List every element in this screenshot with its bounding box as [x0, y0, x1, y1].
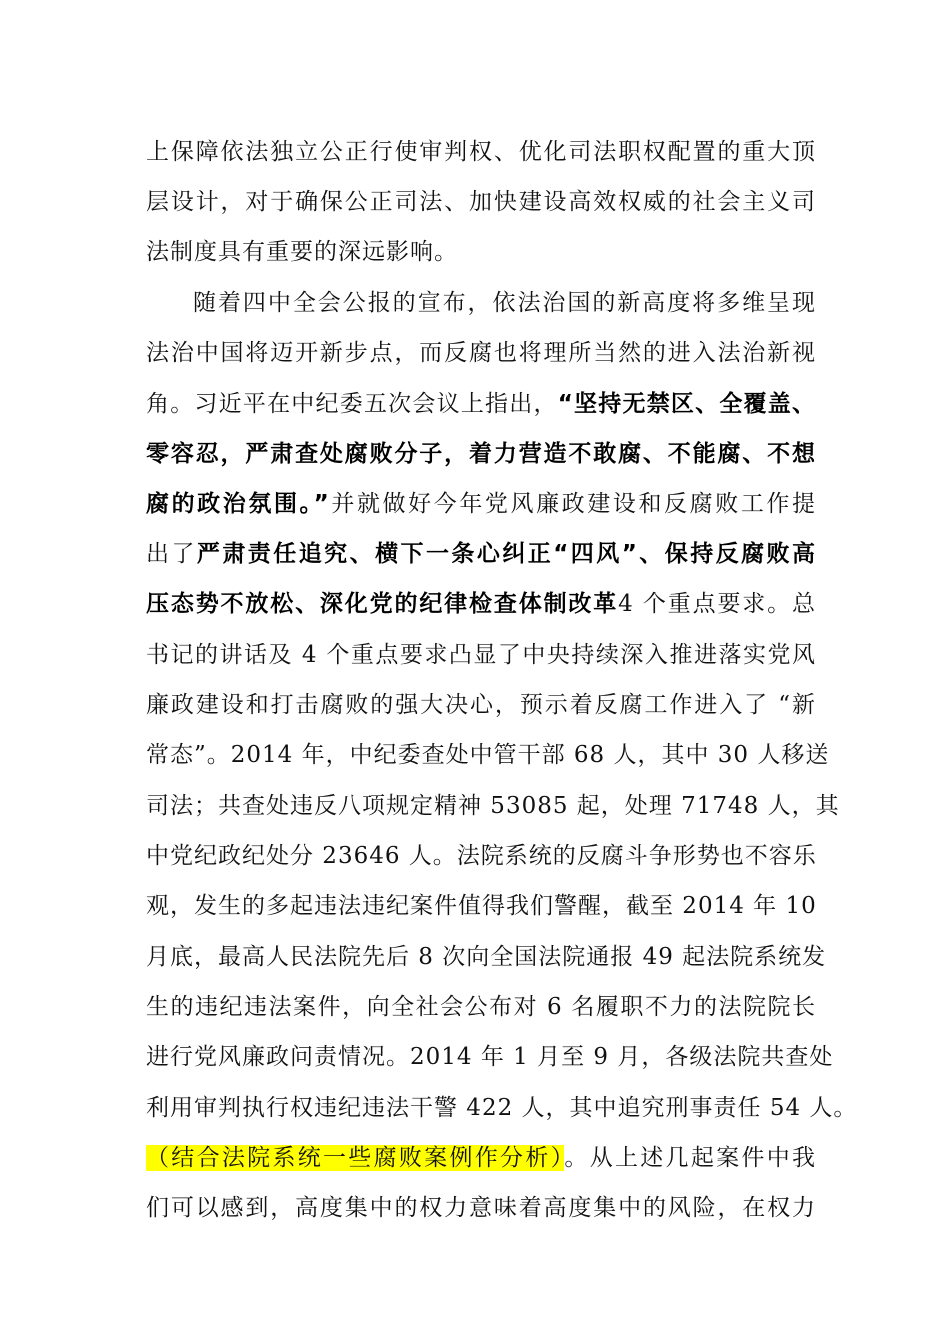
text-segment: 出了 [146, 541, 197, 567]
text-segment: 月底，最高人民法院先后 8 次向全国法院通报 49 起法院系统发 [146, 944, 827, 970]
text-line [146, 333, 816, 373]
text-line [146, 836, 816, 876]
text-segment: 中党纪政纪处分 23646 人。法院系统的反腐斗争形势也不容乐 [146, 843, 817, 869]
text-line [146, 1138, 816, 1178]
text-segment: 进行党风廉政问责情况。2014 年 1 月至 9 月，各级法院共查处 [146, 1044, 834, 1070]
bold-requirements: 严肃责任追究、横下一条心纠正“四风”、保持反腐败高 [196, 541, 816, 567]
text-segment: 法制度具有重要的深远影响。 [146, 239, 458, 265]
text-segment: 们可以感到，高度集中的权力意味着高度集中的风险，在权力 [146, 1195, 816, 1221]
text-line [146, 635, 816, 675]
text-line [146, 1188, 816, 1228]
text-line [146, 735, 830, 775]
text-line [146, 584, 816, 624]
text-segment: 司法；共查处违反八项规定精神 53085 起，处理 71748 人，其 [146, 793, 840, 819]
text-line [146, 1088, 858, 1128]
text-segment: 廉政建设和打击腐败的强大决心，预示着反腐工作进入了 “新 [146, 692, 816, 718]
text-line [146, 786, 840, 826]
text-segment: 书记的讲话及 4 个重点要求凸显了中央持续深入推进落实党风 [146, 642, 816, 668]
text-segment: 生的违纪违法案件，向全社会公布对 6 名履职不力的法院院长 [146, 994, 816, 1020]
text-line [146, 937, 827, 977]
text-line [146, 182, 816, 222]
paragraph-first-line [193, 283, 816, 323]
text-segment: 4 个重点要求。总 [618, 591, 817, 617]
text-line [146, 232, 458, 272]
text-line [146, 384, 816, 424]
text-line [146, 1037, 834, 1077]
text-segment: 并就做好今年党风廉政建设和反腐败工作提 [329, 491, 817, 517]
text-segment: 利用审判执行权违纪违法干警 422 人，其中追究刑事责任 54 人。 [146, 1095, 858, 1121]
bold-quote: 零容忍，严肃查处腐败分子，着力营造不敢腐、不能腐、不想 [146, 441, 816, 467]
text-segment: 法治中国将迈开新步点，而反腐也将理所当然的进入法治新视 [146, 340, 816, 366]
text-segment: 角。习近平在中纪委五次会议上指出， [146, 391, 558, 417]
text-line [146, 987, 816, 1027]
text-segment: 层设计，对于确保公正司法、加快建设高效权威的社会主义司 [146, 189, 816, 215]
bold-quote: “坚持无禁区、全覆盖、 [557, 391, 816, 417]
text-line [146, 434, 816, 474]
bold-requirements: 压态势不放松、深化党的纪律检查体制改革 [146, 591, 619, 617]
text-line [146, 534, 816, 574]
bold-quote: 腐的政治氛围。” [146, 491, 330, 517]
text-line [146, 484, 816, 524]
text-line [146, 685, 816, 725]
text-segment: 随着四中全会公报的宣布，依法治国的新高度将多维呈现 [193, 290, 816, 316]
text-segment: 常态”。2014 年，中纪委查处中管干部 68 人，其中 30 人移送 [146, 742, 830, 768]
highlighted-note: （结合法院系统一些腐败案例作分析） [146, 1145, 565, 1171]
text-segment: 上保障依法独立公正行使审判权、优化司法职权配置的重大顶 [146, 139, 816, 165]
text-segment: 观，发生的多起违法违纪案件值得我们警醒，截至 2014 年 10 [146, 893, 817, 919]
text-segment: 。从上述几起案件中我 [564, 1145, 817, 1171]
text-line [146, 886, 816, 926]
text-line [146, 132, 816, 172]
